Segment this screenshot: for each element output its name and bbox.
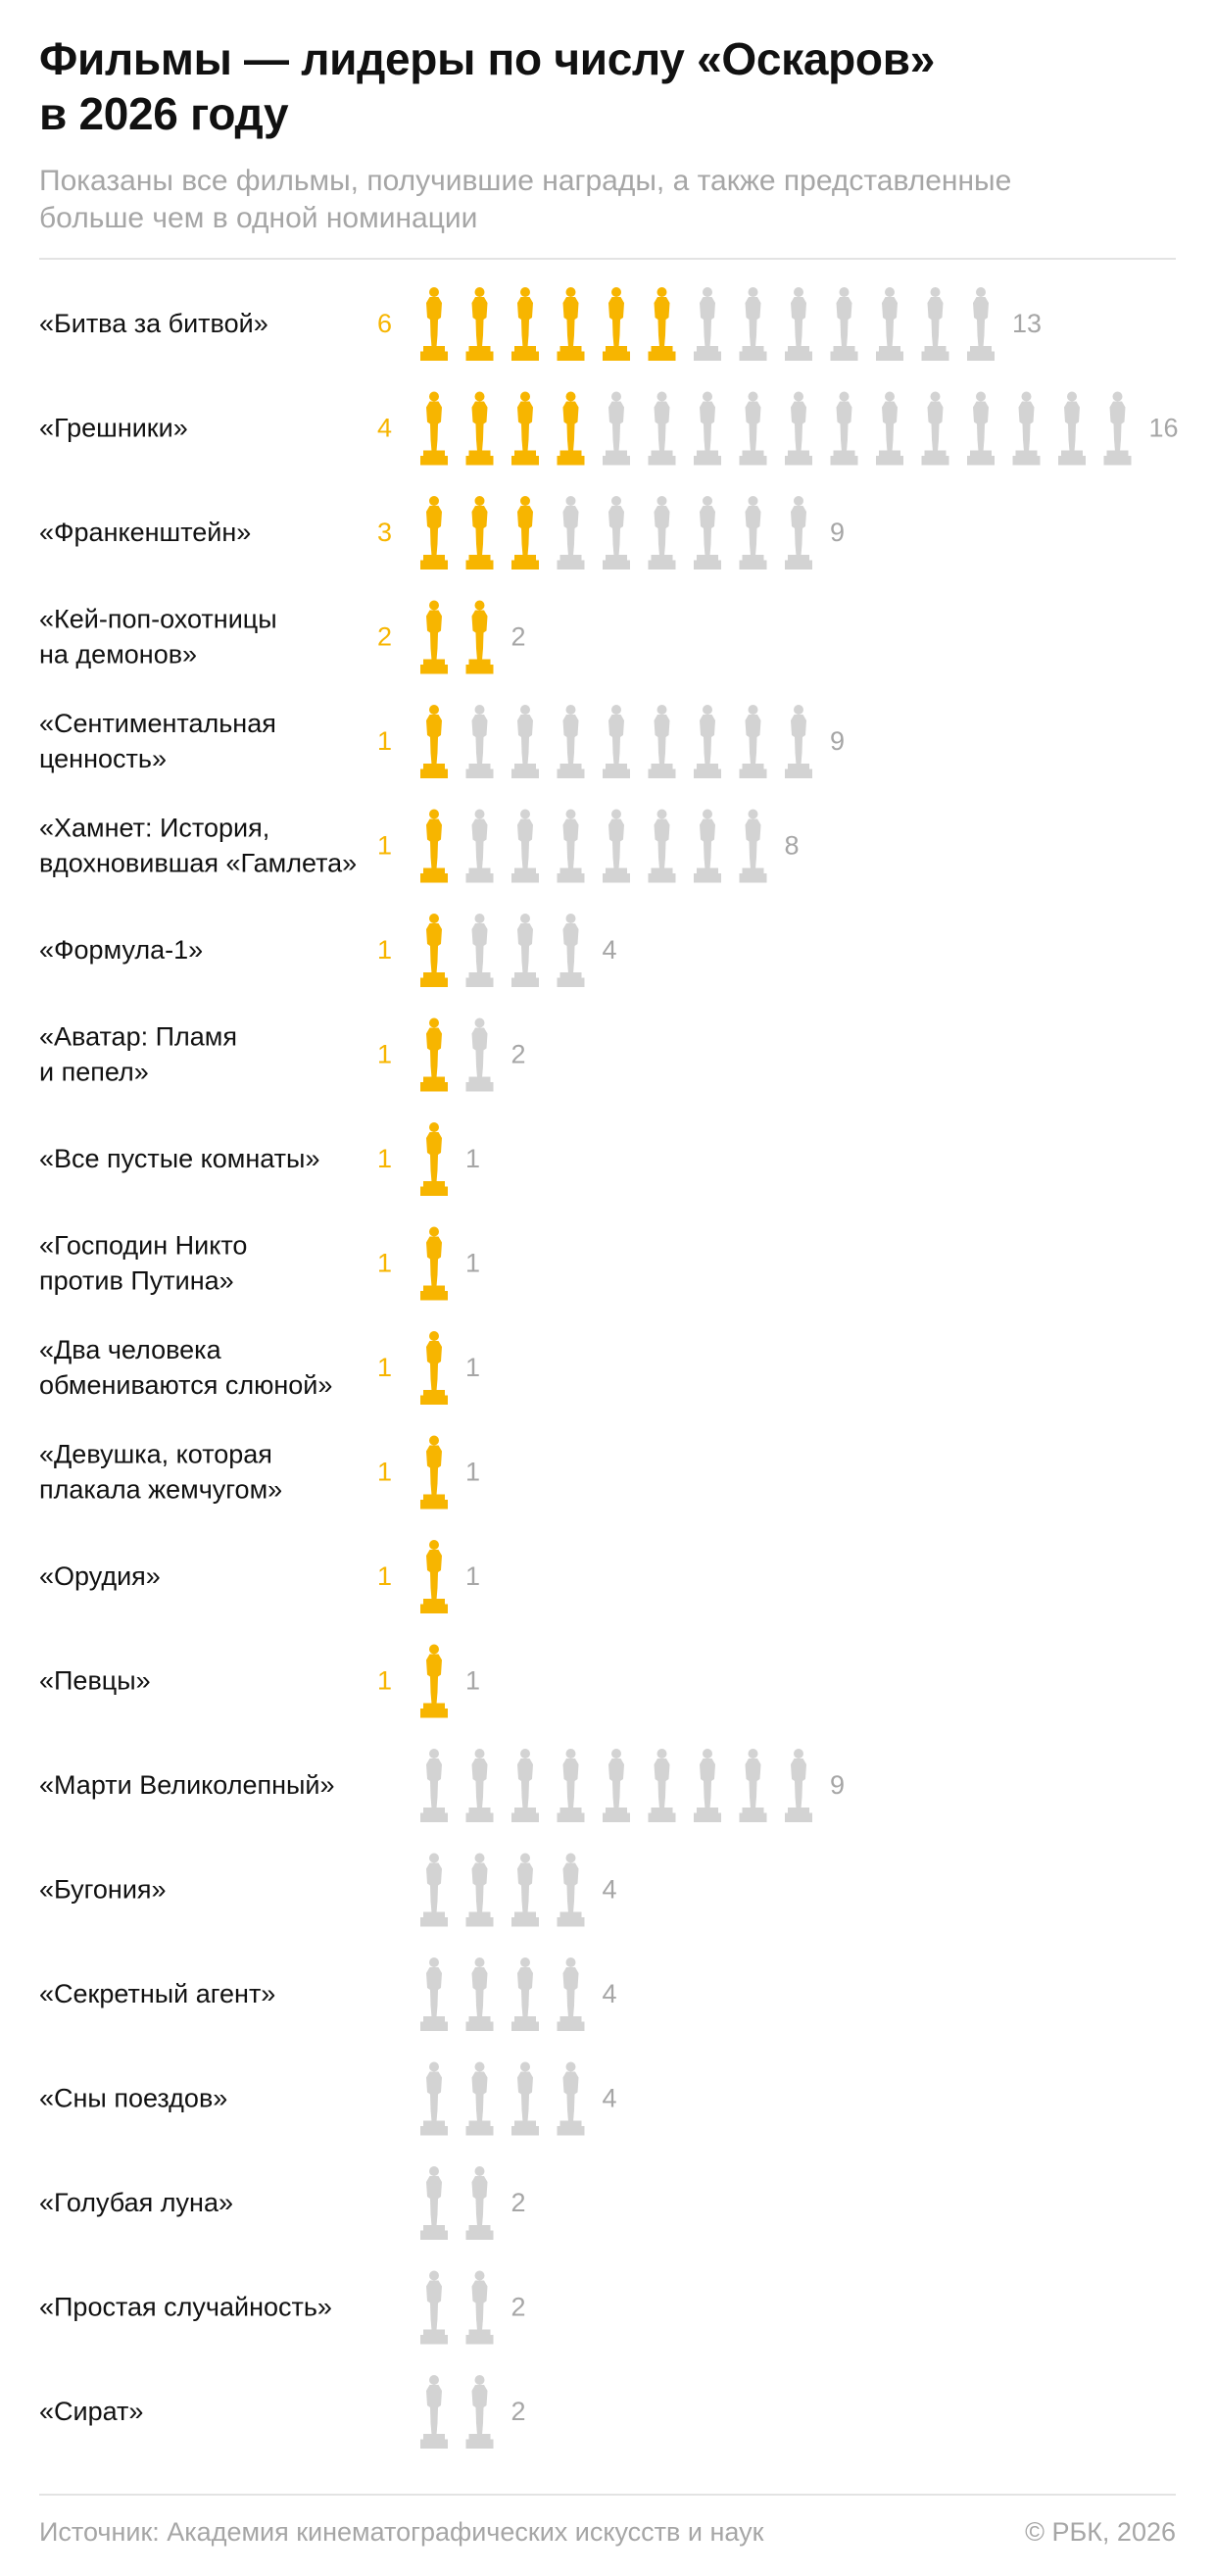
oscar-won-icon [420, 601, 448, 674]
film-label: «Орудия» [39, 1561, 161, 1591]
chart-row [39, 2062, 617, 2136]
oscar-nominated-icon [420, 2375, 448, 2449]
oscar-won-icon [420, 914, 448, 987]
oscar-won-icon [420, 1018, 448, 1092]
oscar-nominated-icon [694, 705, 721, 778]
won-count-label: 1 [376, 1561, 392, 1591]
oscar-nominated-icon [694, 287, 721, 361]
chart-row [39, 2375, 526, 2449]
film-label: «Грешники» [39, 413, 188, 443]
nominations-count-label: 9 [830, 726, 846, 756]
oscar-nominated-icon [420, 1854, 448, 1927]
oscar-won-icon [466, 496, 494, 570]
won-count-label: 4 [376, 413, 392, 443]
film-label: «Девушка, которая плакала жемчугом» [39, 1439, 283, 1505]
oscar-won-icon [420, 810, 448, 883]
oscar-nominated-icon [558, 496, 585, 570]
oscar-nominated-icon [785, 392, 812, 466]
film-label: «Сны поездов» [39, 2083, 228, 2113]
oscar-nominated-icon [420, 2271, 448, 2345]
won-count-label: 2 [376, 621, 392, 652]
chart-row [39, 1957, 617, 2031]
oscar-won-icon [420, 1331, 448, 1405]
nominations-count-label: 2 [510, 621, 526, 652]
chart-title: Фильмы — лидеры по числу «Оскаров» в 2026 году [39, 33, 935, 139]
chart-row [39, 601, 526, 674]
film-label: «Все пустые комнаты» [39, 1144, 320, 1173]
nominations-count-label: 4 [602, 935, 617, 965]
oscar-nominated-icon [511, 1957, 539, 2031]
oscar-won-icon [511, 496, 539, 570]
oscar-nominated-icon [922, 287, 949, 361]
oscar-nominated-icon [831, 392, 858, 466]
oscar-nominated-icon [466, 1749, 494, 1822]
oscar-nominated-icon [603, 496, 630, 570]
oscar-nominated-icon [420, 1957, 448, 2031]
film-label: «Кей-поп-охотницы на демонов» [39, 604, 277, 669]
oscar-nominated-icon [694, 810, 721, 883]
chart-row [39, 1749, 845, 1822]
oscar-nominated-icon [1013, 392, 1041, 466]
oscar-nominated-icon [831, 287, 858, 361]
film-label: «Голубая луна» [39, 2188, 233, 2217]
chart-row [39, 1018, 526, 1092]
oscar-nominated-icon [511, 705, 539, 778]
oscar-nominated-icon [785, 496, 812, 570]
oscar-nominated-icon [649, 1749, 676, 1822]
nominations-count-label: 8 [784, 830, 800, 861]
oscar-won-icon [466, 287, 494, 361]
oscar-nominated-icon [420, 2062, 448, 2136]
oscar-nominated-icon [740, 810, 767, 883]
oscar-nominated-icon [603, 810, 630, 883]
oscar-nominated-icon [603, 705, 630, 778]
won-count-label: 1 [376, 830, 392, 861]
nominations-count-label: 1 [465, 1248, 481, 1278]
chart-row [39, 496, 845, 570]
oscar-nominated-icon [420, 1749, 448, 1822]
nominations-count-label: 1 [465, 1457, 481, 1487]
oscar-nominated-icon [420, 2166, 448, 2240]
won-count-label: 1 [376, 935, 392, 965]
oscar-nominated-icon [740, 392, 767, 466]
chart-row [39, 1436, 480, 1510]
oscar-nominated-icon [511, 1749, 539, 1822]
chart-row [39, 1227, 480, 1301]
oscar-nominated-icon [466, 1018, 494, 1092]
oscar-won-icon [420, 1645, 448, 1718]
oscar-won-icon [420, 1540, 448, 1613]
oscar-nominated-icon [603, 392, 630, 466]
oscar-nominated-icon [649, 705, 676, 778]
won-count-label: 6 [376, 309, 392, 338]
oscar-won-icon [466, 392, 494, 466]
film-label: «Аватар: Пламя и пепел» [39, 1021, 237, 1087]
nominations-count-label: 9 [830, 1770, 846, 1800]
film-label: «Марти Великолепный» [39, 1770, 335, 1800]
nominations-count-label: 9 [830, 518, 846, 547]
oscar-nominated-icon [466, 2375, 494, 2449]
oscar-nominated-icon [967, 287, 995, 361]
oscar-nominated-icon [558, 1749, 585, 1822]
film-label: «Певцы» [39, 1665, 151, 1696]
oscar-nominated-icon [740, 1749, 767, 1822]
oscar-nominated-icon [649, 810, 676, 883]
oscar-nominated-icon [785, 1749, 812, 1822]
film-label: «Сентиментальная ценность» [39, 709, 276, 773]
nominations-count-label: 1 [465, 1353, 481, 1382]
oscar-nominated-icon [558, 914, 585, 987]
oscar-nominated-icon [511, 810, 539, 883]
chart-row [39, 1331, 480, 1405]
won-count-label: 3 [376, 518, 392, 547]
oscar-nominated-icon [603, 1749, 630, 1822]
chart-row [39, 1540, 480, 1613]
oscar-nominated-icon [466, 705, 494, 778]
oscar-nominated-icon [511, 2062, 539, 2136]
nominations-count-label: 4 [602, 1874, 617, 1905]
oscar-nominated-icon [466, 2271, 494, 2345]
oscar-nominated-icon [694, 496, 721, 570]
oscar-won-icon [420, 705, 448, 778]
oscar-nominated-icon [876, 392, 903, 466]
chart-row [39, 1645, 480, 1718]
won-count-label: 1 [376, 1457, 392, 1487]
oscar-won-icon [511, 287, 539, 361]
chart-row [39, 392, 1179, 466]
oscar-nominated-icon [466, 810, 494, 883]
chart-row [39, 705, 845, 778]
oscar-won-icon [420, 287, 448, 361]
oscar-nominated-icon [558, 810, 585, 883]
film-label: «Два человека обмениваются слюной» [39, 1335, 333, 1400]
won-count-label: 1 [376, 1144, 392, 1173]
nominations-count-label: 1 [465, 1665, 481, 1696]
film-label: «Господин Никто против Путина» [39, 1230, 248, 1296]
nominations-count-label: 4 [602, 1979, 617, 2008]
oscar-won-icon [466, 601, 494, 674]
oscar-nominated-icon [558, 1854, 585, 1927]
oscar-nominated-icon [558, 705, 585, 778]
oscar-nominated-icon [466, 2062, 494, 2136]
won-count-label: 1 [376, 1665, 392, 1696]
nominations-count-label: 2 [510, 2397, 526, 2426]
oscar-nominated-icon [1058, 392, 1086, 466]
oscar-nominated-icon [740, 705, 767, 778]
won-count-label: 1 [376, 726, 392, 756]
chart-row [39, 287, 1042, 361]
oscar-nominated-icon [922, 392, 949, 466]
oscar-nominated-icon [649, 392, 676, 466]
oscar-won-icon [558, 287, 585, 361]
film-label: «Секретный агент» [39, 1979, 276, 2008]
oscar-nominated-icon [466, 2166, 494, 2240]
film-label: «Битва за битвой» [39, 309, 268, 338]
film-label: «Сират» [39, 2397, 144, 2426]
oscar-won-icon [420, 1227, 448, 1301]
oscar-nominated-icon [740, 496, 767, 570]
chart-rows [39, 287, 1179, 2449]
oscar-won-icon [511, 392, 539, 466]
oscar-nominated-icon [649, 496, 676, 570]
film-label: «Простая случайность» [39, 2292, 332, 2322]
nominations-count-label: 2 [510, 2188, 526, 2217]
won-count-label: 1 [376, 1039, 392, 1069]
nominations-count-label: 16 [1148, 413, 1179, 443]
chart-row [39, 2271, 526, 2345]
oscar-won-icon [603, 287, 630, 361]
oscar-nominated-icon [785, 705, 812, 778]
oscar-nominated-icon [1104, 392, 1132, 466]
nominations-count-label: 4 [602, 2083, 617, 2113]
oscar-nominated-icon [466, 914, 494, 987]
won-count-label: 1 [376, 1353, 392, 1382]
oscar-won-icon [420, 496, 448, 570]
film-label: «Хамнет: История, вдохновившая «Гамлета» [39, 813, 358, 878]
won-count-label: 1 [376, 1248, 392, 1278]
chart-subtitle: Показаны все фильмы, получившие награды, а также представленные больше чем в одной номинации [39, 165, 1012, 234]
nominations-count-label: 1 [465, 1561, 481, 1591]
copyright-note: © РБК, 2026 [1025, 2517, 1176, 2547]
oscar-nominated-icon [511, 1854, 539, 1927]
oscar-nominated-icon [740, 287, 767, 361]
oscar-nominated-icon [466, 1854, 494, 1927]
bottom-divider [39, 2494, 1176, 2496]
film-label: «Франкенштейн» [39, 518, 252, 547]
oscar-nominated-icon [967, 392, 995, 466]
oscar-won-icon [649, 287, 676, 361]
film-label: «Формула-1» [39, 935, 204, 965]
oscar-nominated-icon [511, 914, 539, 987]
oscar-nominated-icon [466, 1957, 494, 2031]
nominations-count-label: 2 [510, 1039, 526, 1069]
oscar-won-icon [420, 392, 448, 466]
chart-row [39, 2166, 526, 2240]
film-label: «Бугония» [39, 1874, 167, 1905]
nominations-count-label: 1 [465, 1144, 481, 1173]
oscar-nominated-icon [558, 1957, 585, 2031]
nominations-count-label: 2 [510, 2292, 526, 2322]
oscar-nominated-icon [694, 392, 721, 466]
oscar-won-icon [420, 1436, 448, 1510]
oscar-won-icon [420, 1122, 448, 1196]
chart-row [39, 810, 800, 883]
oscar-won-icon [558, 392, 585, 466]
oscar-nominated-icon [785, 287, 812, 361]
nominations-count-label: 13 [1012, 309, 1043, 338]
chart-row [39, 914, 617, 987]
oscar-nominated-icon [558, 2062, 585, 2136]
oscar-nominated-icon [694, 1749, 721, 1822]
chart-row [39, 1854, 617, 1927]
chart-row [39, 1122, 480, 1196]
source-note: Источник: Академия кинематографических искусств и наук [39, 2517, 764, 2547]
oscar-nominated-icon [876, 287, 903, 361]
